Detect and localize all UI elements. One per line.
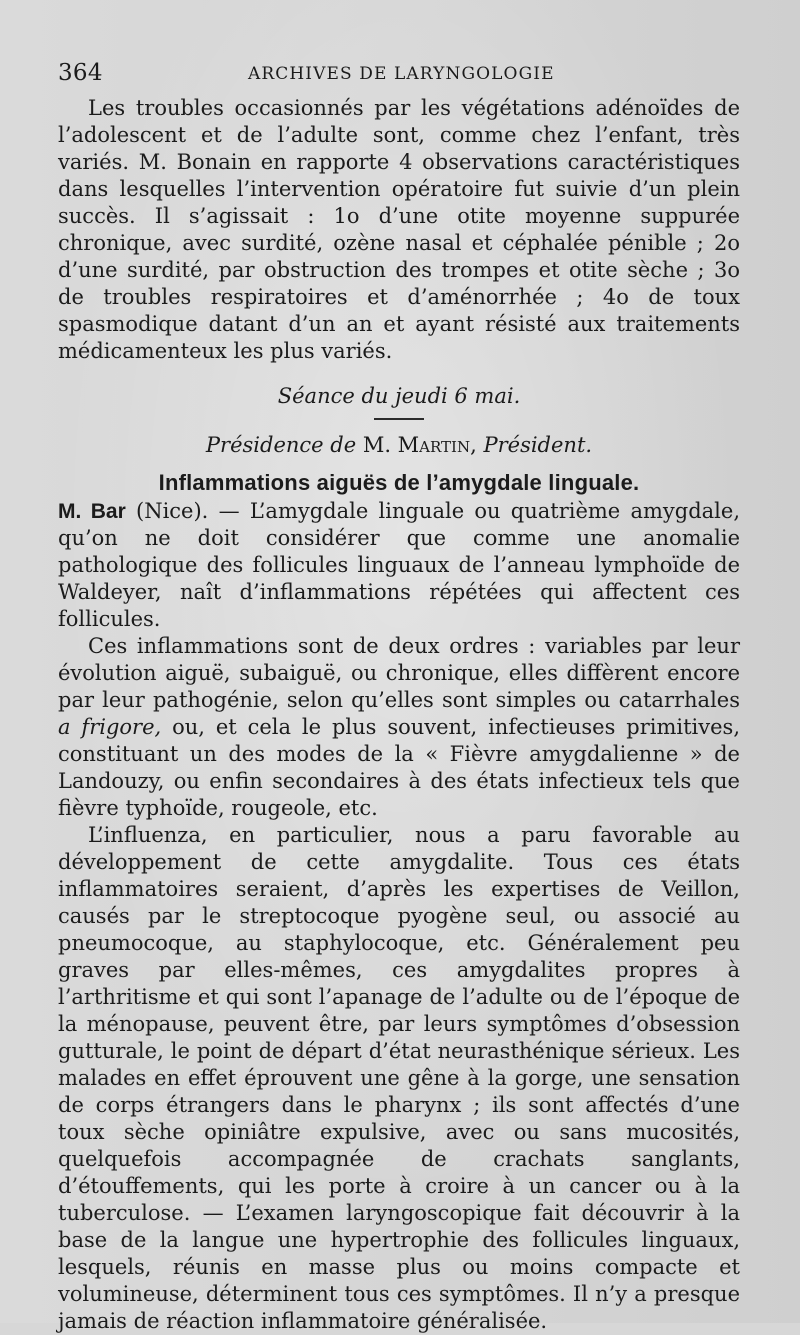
paragraph-lingual-tonsil-text: (Nice). — L’amygdale linguale ou quatrième amygdale, qu’on ne doit considérer que comme une anomalie pathologique des follicules linguaux de l’anneau lymphoïde de Waldeyer, naît d’inflammations répétées qui affectent ces follicules. xyxy=(58,499,741,631)
inflammation-types-text-2: ou, et cela le plus souvent, infectieuses primitives, constituant un des modes de la « Fièvre amygdalienne » de Landouzy, ou enfin secondaires à des états infectieux tels que fièvre typhoïde, rougeole, etc. xyxy=(58,715,741,820)
page-header xyxy=(58,60,740,90)
paragraph-lingual-tonsil-intro xyxy=(58,498,740,633)
session-heading: Séance du jeudi 6 mai. xyxy=(277,384,521,408)
president-name: M. Martin, xyxy=(362,433,477,457)
paragraph-inflammation-types xyxy=(58,633,740,822)
presidence-line xyxy=(58,432,740,459)
section-title: Inflammations aiguës de l’amygdale linguale. xyxy=(158,470,640,495)
running-title: ARCHIVES DE LARYNGOLOGIE xyxy=(248,64,555,84)
page-number: 364 xyxy=(58,60,103,86)
presidence-suffix: Président. xyxy=(483,433,593,457)
paragraph-adenoid-vegetations: Les troubles occasionnés par les végétations adénoïdes de l’adolescent et de l’adulte sont, comme chez l’enfant, très variés. M. Bonain en rapporte 4 observations caractéristiques dans lesquelles l’intervention opératoire fut suivie d’un plein succès. Il s’agissait : 1o d’une otite moyenne suppurée chronique, avec surdité, ozène nasal et céphalée pénible ; 2o d’une surdité, par obstruction des trompes et otite sèche ; 3o de troubles respiratoires et d’aménorrhée ; 4o de toux spasmodique datant d’un an et ayant résisté aux traitements médicamenteux les plus variés. xyxy=(58,96,740,363)
inflammation-types-italic: a frigore, xyxy=(58,715,162,739)
presidence-prefix: Présidence de xyxy=(205,433,357,457)
inflammation-types-text-1: Ces inflammations sont de deux ordres : variables par leur évolution aiguë, subaiguë, ou chronique, elles diffèrent encore par leur pathogénie, selon qu’elles sont simples ou catarrhales xyxy=(58,634,740,712)
page-content xyxy=(58,95,740,1335)
speaker-name: M. Bar xyxy=(58,500,126,523)
paragraph-influenza-symptoms: L’influenza, en particulier, nous a paru favorable au développement de cette amygdalite. Tous ces états inflammatoires seraient, d’après les expertises de Veillon, causés par le streptocoque pyogène seul, ou associé au pneumocoque, au staphylocoque, etc. Généralement peu graves par elles-mêmes, ces amygdalites propres à l’arthritisme et qui sont l’apanage de l’adulte ou de l’époque de la ménopause, peuvent être, par leurs symptômes d’obsession gutturale, le point de départ d’état neurasthénique sérieux. Les malades en effet éprouvent une gêne à la gorge, une sensation de corps étrangers dans le pharynx ; ils sont affectés d’une toux sèche opiniâtre expulsive, avec ou sans mucosités, quelquefois accompagnée de crachats sanglants, d’étouffements, qui les porte à croire à un cancer ou à la tuberculose. — L’examen laryngoscopique fait découvrir à la base de la langue une hypertrophie des follicules linguaux, lesquels, réunis en masse plus ou moins compacte et volumineuse, déterminent tous ces symptômes. Il n’y a presque jamais de réaction inflammatoire généralisée. xyxy=(58,823,740,1333)
section-divider xyxy=(374,418,424,420)
